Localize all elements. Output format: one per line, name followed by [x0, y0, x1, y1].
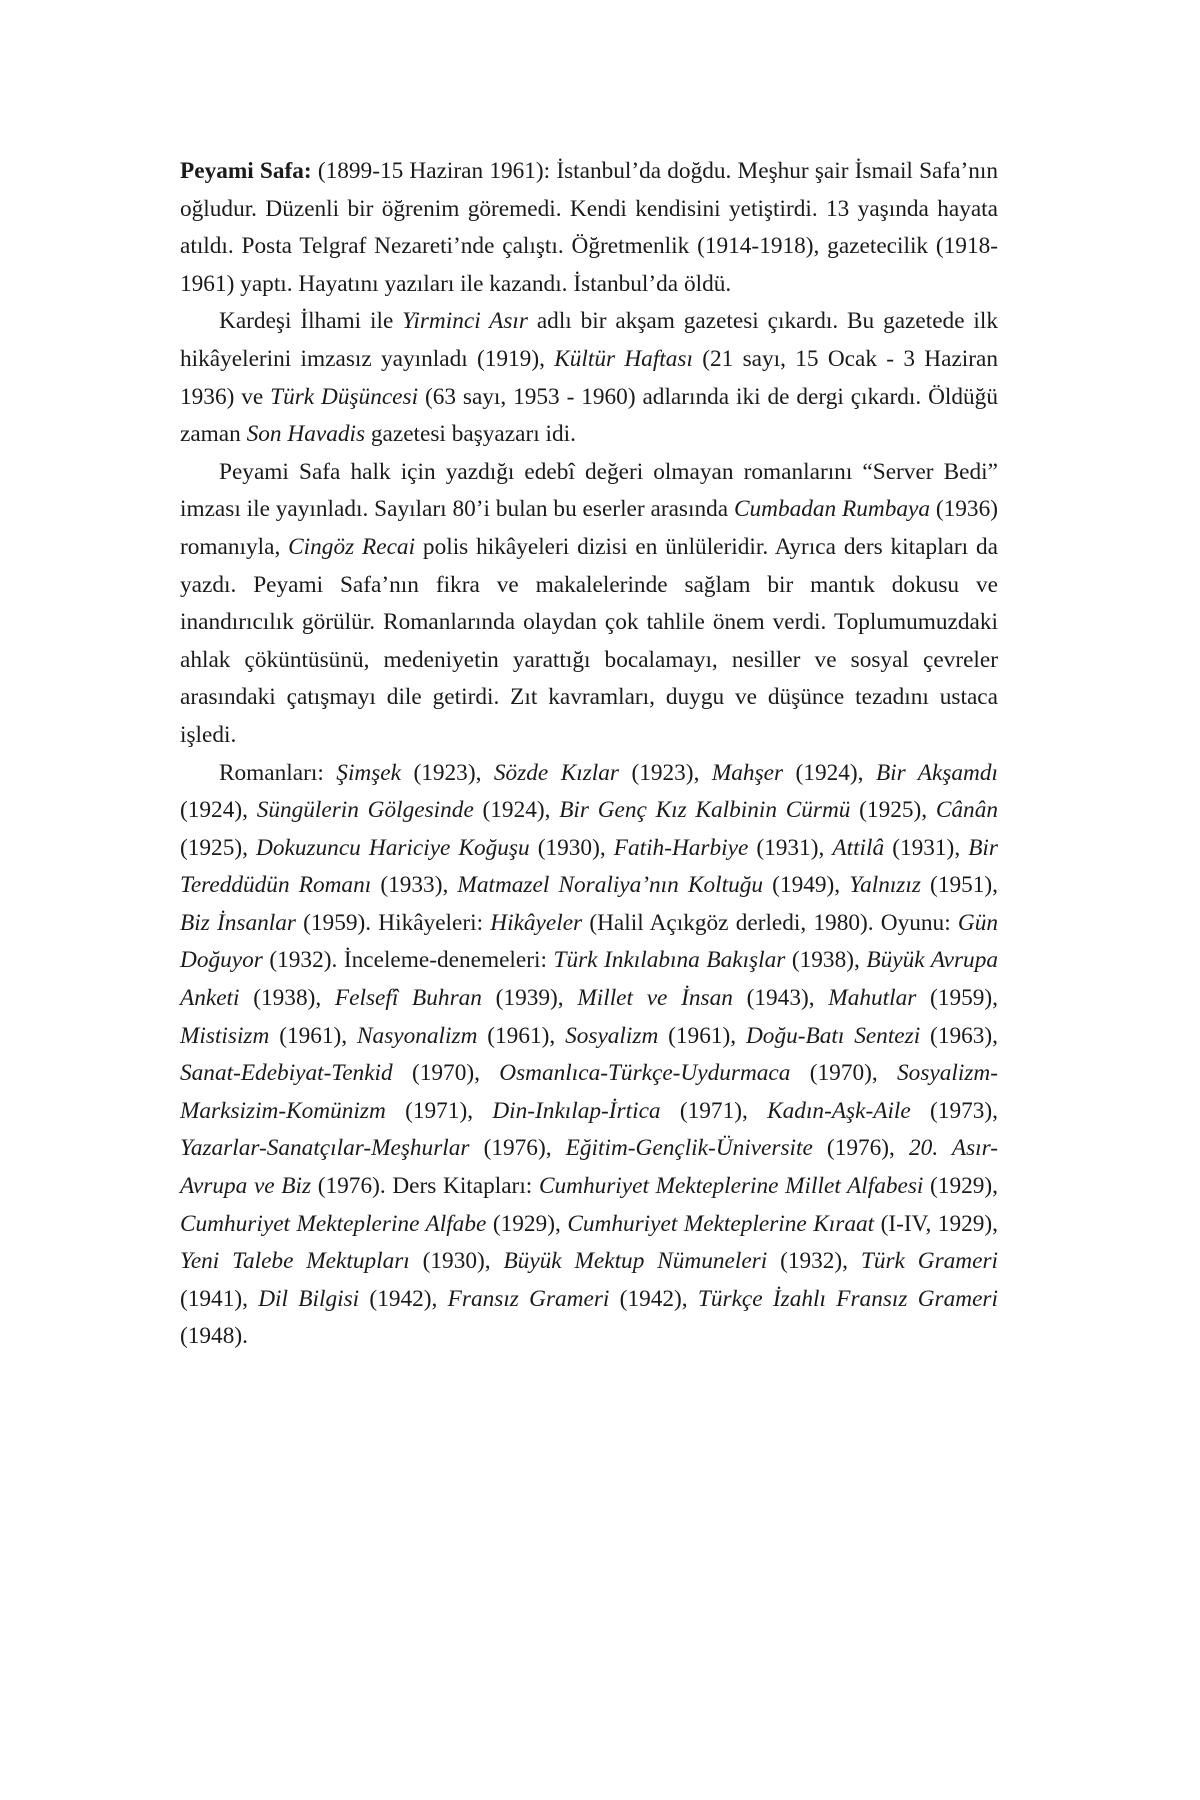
work-title: Büyük Avrupa Anketi [180, 947, 998, 1012]
text-run: polis hikâyeleri dizisi en ünlüleridir. Ayrıca ders kitapları da yazdı. Peyami Safa’nın fikra ve makalelerinde sağlam bir mantık dokusu ve inandırıcılık görülür. Romanlarında olaydan çok tahlile önem verdi. Toplumumuzdaki ahlak çöküntüsünü, medeniyetin yarattığı bocalamayı, nesiller ve sosyal çevreler arasındaki çatışmayı dile getirdi. Zıt kavramları, duygu ve düşünce tezadını ustaca işledi. [180, 533, 998, 748]
text-run: (1936) romanıyla, [180, 496, 998, 560]
text-run: Peyami Safa halk için yazdığı edebî değeri olmayan romanlarını “Server Bedi” imzası ile yayınladı. Sayıları 80’i bulan bu eserler arasında [180, 458, 998, 523]
paragraph-biography [180, 153, 998, 303]
text-run: (1924), [783, 759, 876, 786]
biography-text: (1899-15 Haziran 1961): İstanbul’da doğdu. Meşhur şair İsmail Safa’nın oğludur. Düzenli bir öğrenim göremedi. Kendi kendisini yetiştirdi. 13 yaşında hayata atıldı. Posta Telgraf Nezareti’nde çalıştı. Öğretmenlik (1914-1918), gazetecilik (1918-1961) yaptı. Hayatını yazıları ile kazandı. İstanbul’da öldü. [180, 158, 998, 297]
work-title: Hikâyeler [490, 909, 583, 936]
author-name: Peyami Safa: [180, 158, 312, 184]
text-run: (I-IV, 1929), [874, 1210, 998, 1237]
work-title: Sosyalizm-Marksizim-Komünizm [180, 1060, 998, 1124]
text-run: (1961), [269, 1022, 358, 1049]
text-run: (1942), [359, 1285, 448, 1312]
text-run: (1930), [409, 1248, 504, 1275]
work-title: Nasyonalizm [357, 1022, 478, 1049]
text-run: (1942), [609, 1285, 698, 1312]
work-title: Yalnızız [849, 872, 921, 899]
paragraph-journalism [180, 303, 998, 453]
work-title: Mistisizm [180, 1022, 270, 1049]
work-title: Cumhuriyet Mekteplerine Alfabe [180, 1210, 487, 1237]
work-title: Şimşek [336, 759, 401, 786]
work-title: Son Havadis [246, 421, 366, 448]
paragraph-works-list [180, 755, 998, 1357]
text-run: (1930), [529, 834, 614, 861]
text-run: (1961), [477, 1022, 566, 1049]
work-title: Matmazel Noraliya’nın Koltuğu [457, 872, 764, 899]
text-run: (1929), [486, 1210, 568, 1237]
work-title: Felsefî Buhran [334, 985, 482, 1012]
work-title: Kadın-Aşk-Aile [767, 1097, 911, 1124]
work-title: Dokuzuncu Hariciye Koğuşu [256, 834, 530, 861]
text-run: (1971), [660, 1097, 768, 1124]
text-run: (1938), [239, 985, 335, 1012]
text-run: (21 sayı, 15 Ocak - 3 Haziran 1936) ve [180, 345, 998, 410]
text-run: (1959), [916, 985, 998, 1012]
text-run: (1925), [180, 834, 256, 861]
work-title: Türk Grameri [860, 1248, 998, 1275]
work-title: Türk Inkılabına Bakışlar [553, 947, 786, 974]
text-run: (1932), [767, 1248, 861, 1275]
work-title: Cumhuriyet Mekteplerine Kıraat [567, 1210, 875, 1237]
text-run: (1924), [180, 797, 257, 824]
text-run: (1976), [812, 1135, 910, 1162]
work-title: Sözde Kızlar [493, 759, 619, 786]
work-title: Gün Doğuyor [180, 909, 998, 974]
work-title: Mahşer [711, 759, 784, 786]
work-title: Din-Inkılap-İrtica [492, 1097, 661, 1124]
work-title: Türk Düşüncesi [270, 383, 419, 410]
text-run: (1923), [401, 759, 494, 786]
work-title: Bir Genç Kız Kalbinin Cürmü [559, 797, 851, 824]
paragraph-style [180, 454, 998, 755]
work-title: Cumbadan Rumbaya [733, 496, 931, 523]
work-title: Mahutlar [828, 985, 917, 1012]
work-title: Attilâ [832, 834, 885, 861]
work-title: Cingöz Recai [288, 533, 416, 560]
text-run: (1959). Hikâyeleri: [295, 909, 491, 936]
text-run: Romanları: [219, 759, 337, 786]
work-title: Yeni Talebe Mektupları [180, 1248, 410, 1275]
work-title: Sanat-Edebiyat-Tenkid [180, 1060, 393, 1087]
text-run: (1970), [790, 1060, 898, 1087]
work-title: Büyük Mektup Nümuneleri [503, 1248, 768, 1275]
text-run: (1951), [920, 872, 998, 899]
text-run: (1923), [618, 759, 712, 786]
text-run: adlı bir akşam gazetesi çıkardı. Bu gazetede ilk hikâyelerini imzasız yayınladı (1919), [180, 308, 999, 372]
text-run: (1932). İnceleme-denemeleri: [262, 947, 554, 974]
text-run: (1949), [763, 872, 850, 899]
work-title: Türkçe İzahlı Fransız Grameri [697, 1285, 998, 1312]
text-run: (1938), [785, 947, 867, 974]
work-title: Sosyalizm [565, 1022, 659, 1049]
text-run: gazetesi başyazarı idi. [365, 421, 576, 448]
work-title: Dil Bilgisi [258, 1285, 360, 1312]
text-run: (1924), [473, 797, 560, 824]
work-title: Cânân [935, 797, 998, 824]
work-title: Millet ve İnsan [577, 985, 733, 1012]
text-run: (1971), [385, 1097, 493, 1124]
text-run: (1948). [180, 1323, 248, 1350]
work-title: 20. Asır-Avrupa ve Biz [180, 1135, 998, 1200]
text-run: (1929), [923, 1173, 998, 1200]
work-title: Fatih-Harbiye [613, 834, 749, 861]
work-title: Yazarlar-Sanatçılar-Meşhurlar [180, 1135, 470, 1162]
text-run: (1925), [850, 797, 936, 824]
work-title: Eğitim-Gençlik-Üniversite [565, 1135, 813, 1162]
text-run: (1976). Ders Kitapları: [311, 1173, 539, 1200]
text-run: (1943), [732, 985, 829, 1012]
work-title: Doğu-Batı Sentezi [745, 1022, 921, 1049]
text-run: (1933), [371, 872, 458, 899]
text-run: (1941), [180, 1285, 259, 1312]
work-title: Osmanlıca-Türkçe-Uydurmaca [499, 1060, 791, 1087]
text-run: (1931), [884, 834, 969, 861]
text-run: (1976), [469, 1135, 566, 1162]
work-title: Bir Tereddüdün Romanı [180, 834, 998, 899]
text-run: (1973), [910, 1097, 998, 1124]
work-title: Yirminci Asır [402, 308, 528, 335]
text-run: (1931), [748, 834, 833, 861]
work-title: Cumhuriyet Mekteplerine Millet Alfabesi [538, 1173, 924, 1200]
work-title: Kültür Haftası [554, 345, 693, 372]
text-run: (1961), [658, 1022, 746, 1049]
text-run: Kardeşi İlhami ile [219, 308, 403, 335]
text-run: (1963), [920, 1022, 998, 1049]
work-title: Süngülerin Gölgesinde [256, 797, 474, 824]
work-title: Biz İnsanlar [180, 909, 296, 936]
text-run: (Halil Açıkgöz derledi, 1980). Oyunu: [582, 909, 958, 936]
body-text [180, 153, 998, 1356]
work-title: Bir Akşamdı [875, 759, 999, 786]
work-title: Fransız Grameri [447, 1285, 610, 1312]
text-run: (63 sayı, 1953 - 1960) adlarında iki de dergi çıkardı. Öldüğü zaman [180, 383, 998, 448]
text-run: (1939), [481, 985, 578, 1012]
text-run: (1970), [392, 1060, 500, 1087]
